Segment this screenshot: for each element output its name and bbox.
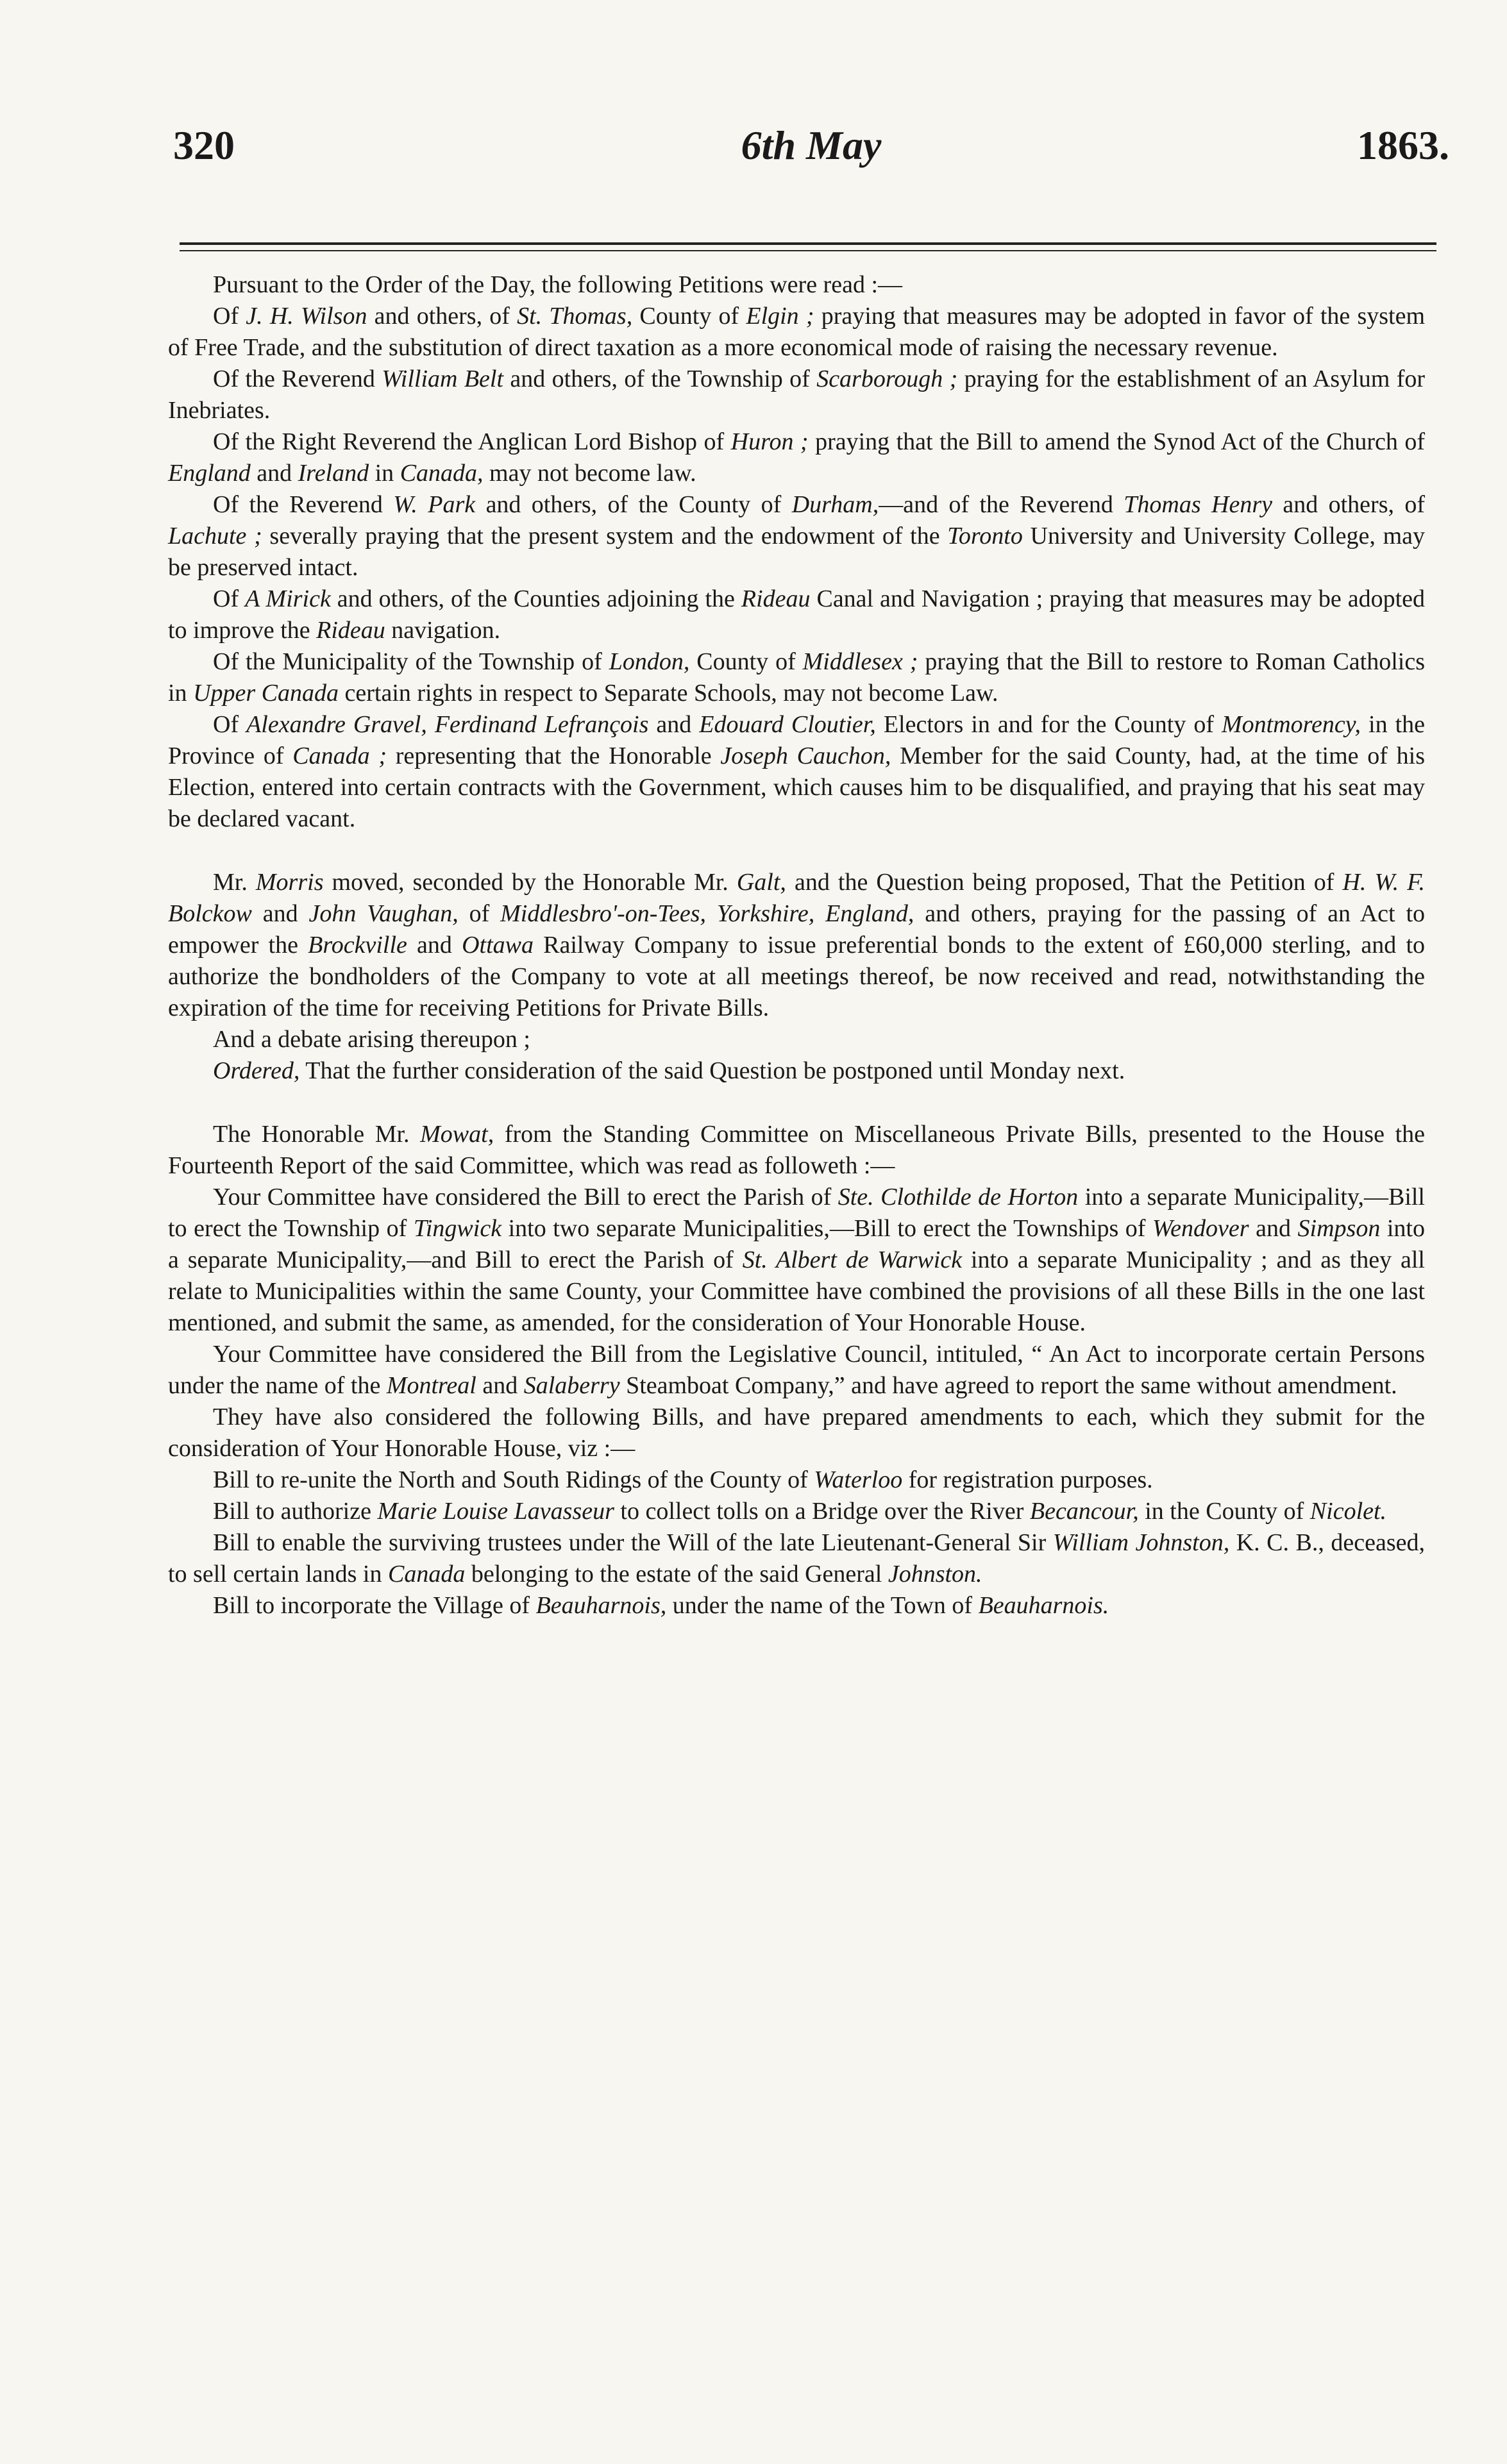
- header-date: 6th May: [741, 122, 882, 168]
- italic-run: Brockville: [308, 932, 407, 959]
- journal-body: [168, 269, 1425, 1622]
- italic-run: Tingwick: [413, 1215, 502, 1242]
- text-run: navigation.: [385, 617, 501, 644]
- text-run: in the County of: [1138, 1498, 1310, 1525]
- italic-run: Beauharnois.: [978, 1592, 1109, 1619]
- paragraph-gravel: [168, 709, 1425, 835]
- italic-run: Scarborough ;: [816, 365, 958, 392]
- italic-run: England: [168, 460, 251, 487]
- italic-run: J. H. Wilson: [246, 303, 367, 330]
- page-header: [173, 122, 1449, 173]
- text-run: and the Question being proposed, That the Petition of: [786, 869, 1343, 896]
- text-run: Mr.: [213, 869, 256, 896]
- text-run: into a separate Municipality,—and Bill to erect the Parish of: [168, 1215, 1425, 1273]
- paragraph-report3: [168, 1402, 1425, 1464]
- italic-run: Ordered,: [213, 1057, 300, 1084]
- text-run: and others, praying for the passing of an Act to empower the: [168, 900, 1426, 959]
- text-run: and: [407, 932, 462, 959]
- text-run: Bill to enable the surviving trustees under the Will of the late Lieutenant-General Sir: [213, 1529, 1053, 1556]
- text-run: in the Province of: [168, 711, 1425, 769]
- text-run: Canal and Navigation ; praying that measures may be adopted to improve the: [168, 585, 1425, 644]
- page-number: 320: [173, 122, 235, 168]
- text-run: certain rights in respect to Separate Schools, may not become Law.: [339, 680, 998, 707]
- italic-run: Ste. Clothilde de Horton: [838, 1184, 1079, 1211]
- italic-run: Rideau: [316, 617, 385, 644]
- italic-run: W. Park: [393, 491, 476, 518]
- paragraph-bill4: [168, 1590, 1425, 1622]
- italic-run: Beauharnois,: [535, 1592, 667, 1619]
- italic-run: Morris: [255, 869, 324, 896]
- text-run: and others, of the Counties adjoining the: [330, 585, 741, 612]
- text-run: Of: [213, 303, 246, 330]
- text-run: from the Standing Committee on Miscellaneous Private Bills, presented to the House the Fourteenth Report of the said Committee, which was read as followeth :—: [168, 1121, 1425, 1179]
- paragraph-wilson: [168, 301, 1425, 364]
- italic-run: Galt,: [736, 869, 786, 896]
- italic-run: Lachute ;: [168, 523, 262, 549]
- italic-run: Waterloo: [814, 1466, 903, 1493]
- italic-run: William Johnston,: [1052, 1529, 1230, 1556]
- paragraph-ordered: [168, 1055, 1425, 1087]
- paragraph-belt: [168, 364, 1425, 426]
- text-run: That the further consideration of the said Question be postponed until Monday next.: [299, 1057, 1125, 1084]
- italic-run: Montmorency,: [1221, 711, 1361, 738]
- header-rule-thin: [180, 250, 1436, 251]
- text-run: K. C. B., deceased, to sell certain lands in: [168, 1529, 1425, 1588]
- italic-run: Becancour,: [1029, 1498, 1139, 1525]
- text-run: —and of the Reverend: [879, 491, 1124, 518]
- text-run: Member for the said County, had, at the time of his Election, entered into certain contracts with the Government, which causes him to be disqualified, and praying that his seat may be declared vacant.: [168, 742, 1426, 832]
- italic-run: Canada: [387, 1561, 466, 1588]
- italic-run: Canada ;: [292, 742, 387, 769]
- text-run: Bill to incorporate the Village of: [213, 1592, 536, 1619]
- italic-run: Rideau: [741, 585, 811, 612]
- paragraph-mirick: [168, 583, 1425, 646]
- text-run: Bill to re-unite the North and South Ridings of the County of: [213, 1466, 814, 1493]
- italic-run: St. Albert de Warwick: [742, 1246, 963, 1273]
- text-run: praying that the Bill to restore to Roman Catholics in: [168, 648, 1425, 707]
- italic-run: London,: [609, 648, 690, 675]
- italic-run: Middlesex ;: [802, 648, 918, 675]
- italic-run: Mowat,: [420, 1121, 494, 1148]
- italic-run: William Belt: [382, 365, 504, 392]
- text-run: Of: [213, 585, 246, 612]
- text-run: Of the Reverend: [213, 365, 382, 392]
- italic-run: Ottawa: [462, 932, 534, 959]
- header-year: 1863.: [1357, 122, 1449, 168]
- text-run: praying that measures may be adopted in favor of the system of Free Trade, and the substitution of direct taxation as a more economical mode of raising the necessary revenue.: [168, 303, 1426, 361]
- text-run: severally praying that the present system and the endowment of the: [262, 523, 948, 549]
- text-run: representing that the Honorable: [387, 742, 721, 769]
- paragraph-bill1: [168, 1464, 1425, 1496]
- italic-run: Middlesbro'-on-Tees, Yorkshire, England,: [500, 900, 914, 927]
- text-run: belonging to the estate of the said General: [465, 1561, 888, 1588]
- text-run: may not become law.: [483, 460, 696, 487]
- text-run: and: [476, 1372, 524, 1399]
- text-run: and: [1249, 1215, 1298, 1242]
- paragraph-debate: [168, 1024, 1425, 1055]
- italic-run: Edouard Cloutier,: [699, 711, 876, 738]
- italic-run: Upper Canada: [193, 680, 339, 707]
- paragraph-mowat: [168, 1119, 1425, 1182]
- paragraph-huron: [168, 426, 1425, 489]
- text-run: Of: [213, 711, 247, 738]
- paragraph-pursuant: [168, 269, 1425, 301]
- text-run: and others, of: [1272, 491, 1426, 518]
- text-run: Of the Right Reverend the Anglican Lord Bishop of: [213, 428, 731, 455]
- text-run: Your Committee have considered the Bill to erect the Parish of: [213, 1184, 838, 1211]
- italic-run: St. Thomas,: [517, 303, 633, 330]
- italic-run: Montreal: [386, 1372, 476, 1399]
- text-run: and others, of: [367, 303, 518, 330]
- text-run: to collect tolls on a Bridge over the River: [614, 1498, 1030, 1525]
- italic-run: Toronto: [947, 523, 1023, 549]
- text-run: praying for the establishment of an Asylum for Inebriates.: [168, 365, 1426, 424]
- italic-run: Alexandre Gravel, Ferdinand Lefrançois: [246, 711, 649, 738]
- text-run: County of: [689, 648, 803, 675]
- italic-run: H. W. F. Bolckow: [168, 869, 1425, 927]
- paragraph-report1: [168, 1182, 1425, 1339]
- text-run: and: [250, 460, 298, 487]
- text-run: Pursuant to the Order of the Day, the following Petitions were read :—: [213, 271, 903, 298]
- italic-run: Marie Louise Lavasseur: [377, 1498, 614, 1525]
- text-run: for registration purposes.: [902, 1466, 1153, 1493]
- paragraph-bill2: [168, 1496, 1425, 1527]
- text-run: praying that the Bill to amend the Synod Act of the Church of: [808, 428, 1425, 455]
- italic-run: Simpson: [1297, 1215, 1381, 1242]
- text-run: Of the Reverend: [213, 491, 394, 518]
- text-run: Of the Municipality of the Township of: [213, 648, 609, 675]
- text-run: in: [369, 460, 400, 487]
- text-run: Railway Company to issue preferential bonds to the extent of £60,000 sterling, and to authorize the bondholders of the Company to vote at all meetings thereof, be now received and read, notwithstanding the expiration of the time for receiving Petitions for Private Bills.: [168, 932, 1425, 1021]
- text-run: and: [648, 711, 700, 738]
- paragraph-morris: [168, 867, 1425, 1024]
- italic-run: Salaberry: [523, 1372, 620, 1399]
- text-run: into a separate Municipality ; and as they all relate to Municipalities within the same County, your Committee have combined the provisions of all these Bills in the one last mentioned, and submit the same, as amended, for the consideration of Your Honorable House.: [168, 1246, 1425, 1336]
- italic-run: Joseph Cauchon,: [720, 742, 891, 769]
- italic-run: Wendover: [1152, 1215, 1249, 1242]
- italic-run: Thomas Henry: [1124, 491, 1272, 518]
- paragraph-bill3: [168, 1527, 1425, 1590]
- text-run: of: [458, 900, 501, 927]
- italic-run: A Mirick: [245, 585, 331, 612]
- text-run: The Honorable Mr.: [213, 1121, 421, 1148]
- text-run: moved, seconded by the Honorable Mr.: [323, 869, 737, 896]
- text-run: They have also considered the following Bills, and have prepared amendments to each, which they submit for the consideration of Your Honorable House, viz :—: [168, 1404, 1425, 1462]
- text-run: University and University College, may be preserved intact.: [168, 523, 1425, 581]
- italic-run: Canada,: [400, 460, 484, 487]
- text-run: And a debate arising thereupon ;: [213, 1026, 530, 1053]
- text-run: and others, of the County of: [475, 491, 792, 518]
- text-run: Electors in and for the County of: [875, 711, 1222, 738]
- text-run: and others, of the Township of: [503, 365, 817, 392]
- text-run: and: [251, 900, 309, 927]
- italic-run: Johnston.: [888, 1561, 982, 1588]
- text-run: County of: [632, 303, 746, 330]
- italic-run: Elgin ;: [746, 303, 814, 330]
- italic-run: Ireland: [298, 460, 369, 487]
- paragraph-report2: [168, 1339, 1425, 1402]
- paragraph-london: [168, 646, 1425, 709]
- text-run: into two separate Municipalities,—Bill to erect the Townships of: [501, 1215, 1153, 1242]
- text-run: under the name of the Town of: [666, 1592, 979, 1619]
- header-rule-thick: [180, 242, 1436, 245]
- paragraph-park: [168, 489, 1425, 583]
- italic-run: John Vaughan,: [308, 900, 459, 927]
- text-run: into a separate Municipality,—Bill to erect the Township of: [168, 1184, 1425, 1242]
- italic-run: Nicolet.: [1309, 1498, 1387, 1525]
- italic-run: Huron ;: [730, 428, 809, 455]
- text-run: Bill to authorize: [213, 1498, 378, 1525]
- text-run: Your Committee have considered the Bill from the Legislative Council, intituled, “ An Act to incorporate certain Persons under the name of the: [168, 1341, 1425, 1399]
- text-run: Steamboat Company,” and have agreed to report the same without amendment.: [619, 1372, 1397, 1399]
- italic-run: Durham,: [791, 491, 879, 518]
